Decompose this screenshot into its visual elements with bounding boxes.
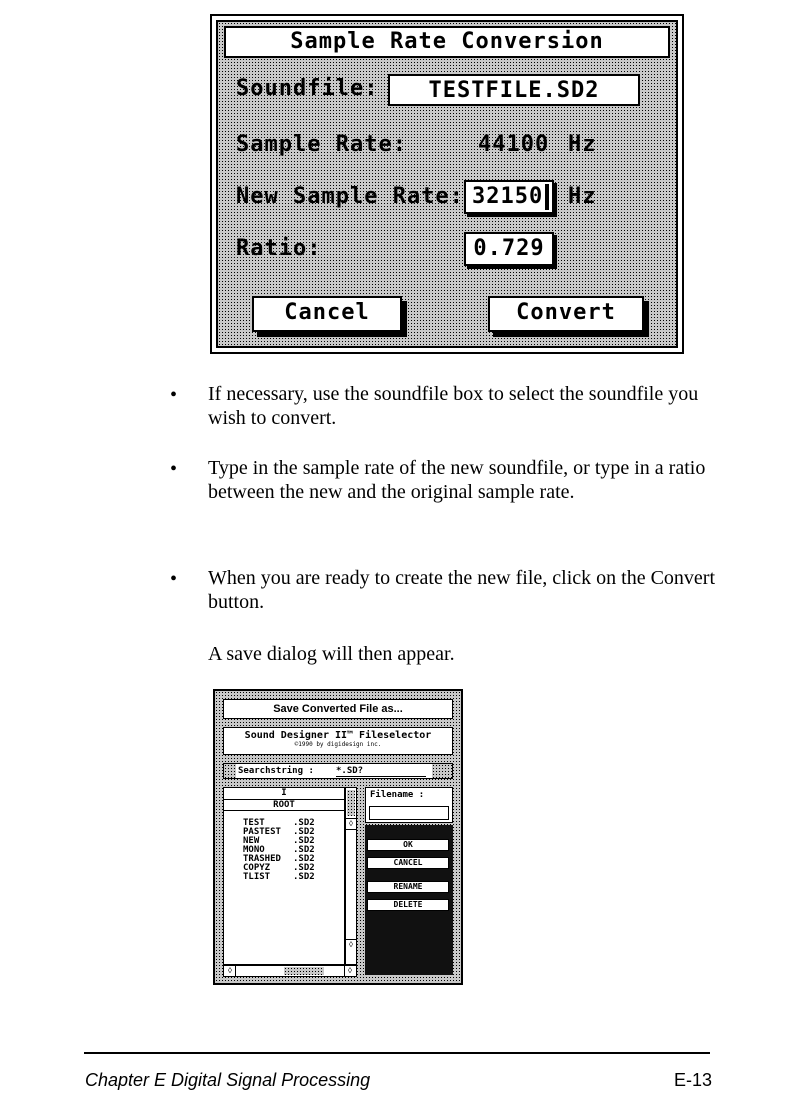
scroll-down-arrow-icon[interactable]: ◊ (346, 939, 356, 950)
copyright-notice: ©1990 by digidesign inc. (294, 741, 382, 748)
file-list-panel (223, 787, 345, 965)
bullet-marker: • (170, 384, 178, 406)
scroll-right-arrow-icon[interactable]: ◊ (344, 966, 355, 976)
fileselector-title: Sound Designer II™ Fileselector (244, 730, 432, 741)
fileselector-header (223, 727, 453, 755)
cancel-button[interactable]: Cancel (252, 296, 402, 332)
file-list-item-ext: .SD2 (293, 872, 315, 882)
text-cursor (545, 184, 549, 210)
instruction-item-1: If necessary, use the soundfile box to select the soundfile you wish to convert. (208, 383, 699, 429)
file-list-item[interactable]: PASTEST (243, 827, 281, 837)
bullet-marker: • (170, 568, 178, 590)
current-folder[interactable]: ROOT (224, 799, 344, 811)
instruction-note: A save dialog will then appear. (208, 643, 455, 665)
soundfile-label: Soundfile: (236, 76, 379, 101)
scroll-thumb[interactable] (347, 790, 355, 816)
scroll-thumb-horizontal[interactable] (284, 967, 324, 975)
new-sample-rate-input[interactable] (464, 180, 554, 214)
cancel-button[interactable]: CANCEL (367, 857, 449, 869)
searchstring-bar (223, 763, 453, 779)
ratio-label: Ratio: (236, 236, 322, 261)
instruction-item-2: Type in the sample rate of the new soundfile, or type in a ratio between the new and the original sample rate. (208, 457, 706, 503)
file-list-item-ext: .SD2 (293, 854, 315, 864)
list-divider (224, 810, 344, 811)
new-sample-rate-label: New Sample Rate: (236, 184, 464, 209)
footer-page-number: E-13 (674, 1070, 713, 1090)
convert-button[interactable]: Convert (488, 296, 644, 332)
file-list-item[interactable]: COPYZ (243, 863, 271, 873)
new-sample-rate-value: 32150 (472, 184, 544, 209)
vertical-scrollbar[interactable] (345, 787, 357, 965)
file-list-item[interactable]: MONO (243, 845, 265, 855)
rename-button[interactable]: RENAME (367, 881, 449, 893)
horizontal-scrollbar[interactable] (223, 965, 357, 977)
footer-rule (84, 1052, 710, 1054)
search-bar-right-pattern (432, 764, 452, 778)
filename-label: Filename : (370, 790, 425, 800)
filename-panel (365, 787, 453, 823)
search-bar-left-pattern (224, 764, 236, 778)
sample-rate-label: Sample Rate: (236, 132, 407, 157)
file-list-item-ext: .SD2 (293, 863, 315, 873)
file-list-item-ext: .SD2 (293, 818, 315, 828)
bullet-marker: • (170, 458, 178, 480)
file-list-item-ext: .SD2 (293, 845, 315, 855)
dialog-body (216, 20, 678, 348)
ok-button[interactable]: OK (367, 839, 449, 851)
searchstring-label: Searchstring : (238, 766, 314, 776)
save-dialog-title: Save Converted File as... (223, 699, 453, 719)
footer-chapter-title: Chapter E Digital Signal Processing (85, 1070, 371, 1090)
scroll-up-arrow-icon[interactable]: ◊ (346, 818, 356, 830)
sample-rate-conversion-dialog (210, 14, 684, 354)
soundfile-field[interactable]: TESTFILE.SD2 (388, 74, 640, 106)
new-sample-rate-unit: Hz (568, 184, 597, 209)
ratio-input[interactable]: 0.729 (464, 232, 554, 266)
file-list-item-ext: .SD2 (293, 836, 315, 846)
scroll-left-arrow-icon[interactable]: ◊ (225, 966, 236, 976)
file-list-item[interactable]: TLIST (243, 872, 271, 882)
instruction-item-3: When you are ready to create the new file, click on the Convert button. (208, 567, 716, 613)
save-file-dialog (213, 689, 463, 985)
searchstring-input[interactable]: *.SD? (336, 766, 426, 777)
dialog-title: Sample Rate Conversion (224, 26, 670, 58)
sample-rate-unit: Hz (568, 132, 597, 157)
file-list-item[interactable]: TRASHED (243, 854, 281, 864)
delete-button[interactable]: DELETE (367, 899, 449, 911)
file-list-item-ext: .SD2 (293, 827, 315, 837)
sample-rate-value: 44100 (478, 132, 550, 157)
file-list-item[interactable]: TEST (243, 818, 265, 828)
file-list-item[interactable]: NEW (243, 836, 260, 846)
path-marker: I (281, 788, 287, 798)
filename-input[interactable] (369, 806, 449, 820)
